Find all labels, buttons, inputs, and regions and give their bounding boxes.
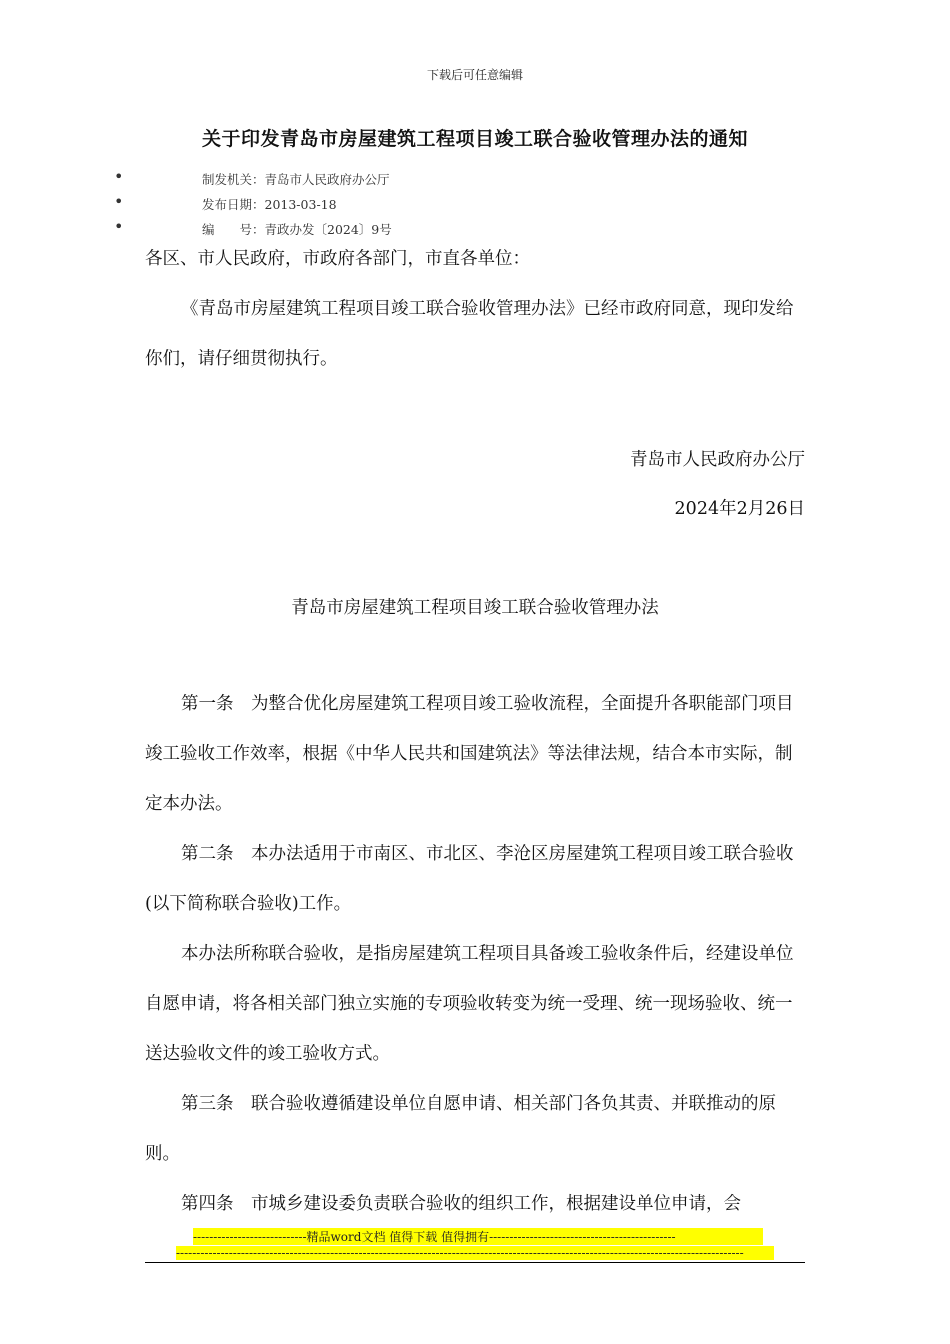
signature-org: 青岛市人民政府办公厅 bbox=[630, 450, 805, 470]
meta-number-text: 编 号：青政办发〔2024〕9号 bbox=[202, 222, 392, 237]
article-4: 第四条 市城乡建设委负责联合验收的组织工作，根据建设单位申请，会 bbox=[181, 1194, 741, 1214]
doc-title: 青岛市房屋建筑工程项目竣工联合验收管理办法 bbox=[291, 598, 659, 618]
intro-paragraph: 《青岛市房屋建筑工程项目竣工联合验收管理办法》已经市政府同意，现印发给你们，请仔细贯彻执行。 bbox=[145, 299, 794, 369]
signature-date: 2024年2月26日 bbox=[674, 499, 805, 519]
footer-rule bbox=[145, 1262, 805, 1263]
meta-issuer-text: 制发机关：青岛市人民政府办公厅 bbox=[202, 172, 390, 187]
article-2: 第二条 本办法适用于市南区、市北区、李沧区房屋建筑工程项目竣工联合验收(以下简称联合验收)工作。 bbox=[145, 844, 794, 914]
bullet-icon: • bbox=[114, 192, 124, 211]
article-2-definition: 本办法所称联合验收，是指房屋建筑工程项目具备竣工验收条件后，经建设单位自愿申请，将各相关部门独立实施的专项验收转变为统一受理、统一现场验收、统一送达验收文件的竣工验收方式。 bbox=[145, 944, 794, 1064]
bullet-icon: • bbox=[114, 167, 124, 186]
bullet-icon: • bbox=[114, 217, 124, 236]
footer-banner: ----------------------------精品word文档 值得下载 值得拥有---------------------------------------------- bbox=[193, 1228, 763, 1245]
page-title: 关于印发青岛市房屋建筑工程项目竣工联合验收管理办法的通知 bbox=[201, 128, 748, 150]
salutation: 各区、市人民政府，市政府各部门，市直各单位： bbox=[145, 249, 530, 269]
article-3: 第三条 联合验收遵循建设单位自愿申请、相关部门各负其责、并联推动的原则。 bbox=[145, 1094, 776, 1164]
meta-date-text: 发布日期：2013-03-18 bbox=[202, 197, 337, 212]
article-1: 第一条 为整合优化房屋建筑工程项目竣工验收流程，全面提升各职能部门项目竣工验收工作效率，根据《中华人民共和国建筑法》等法律法规，结合本市实际，制定本办法。 bbox=[145, 694, 794, 814]
header-note: 下载后可任意编辑 bbox=[426, 68, 523, 82]
footer-dash-line: -------------------------------------------------------------------------------------------------------------------------------------------- bbox=[176, 1246, 774, 1260]
